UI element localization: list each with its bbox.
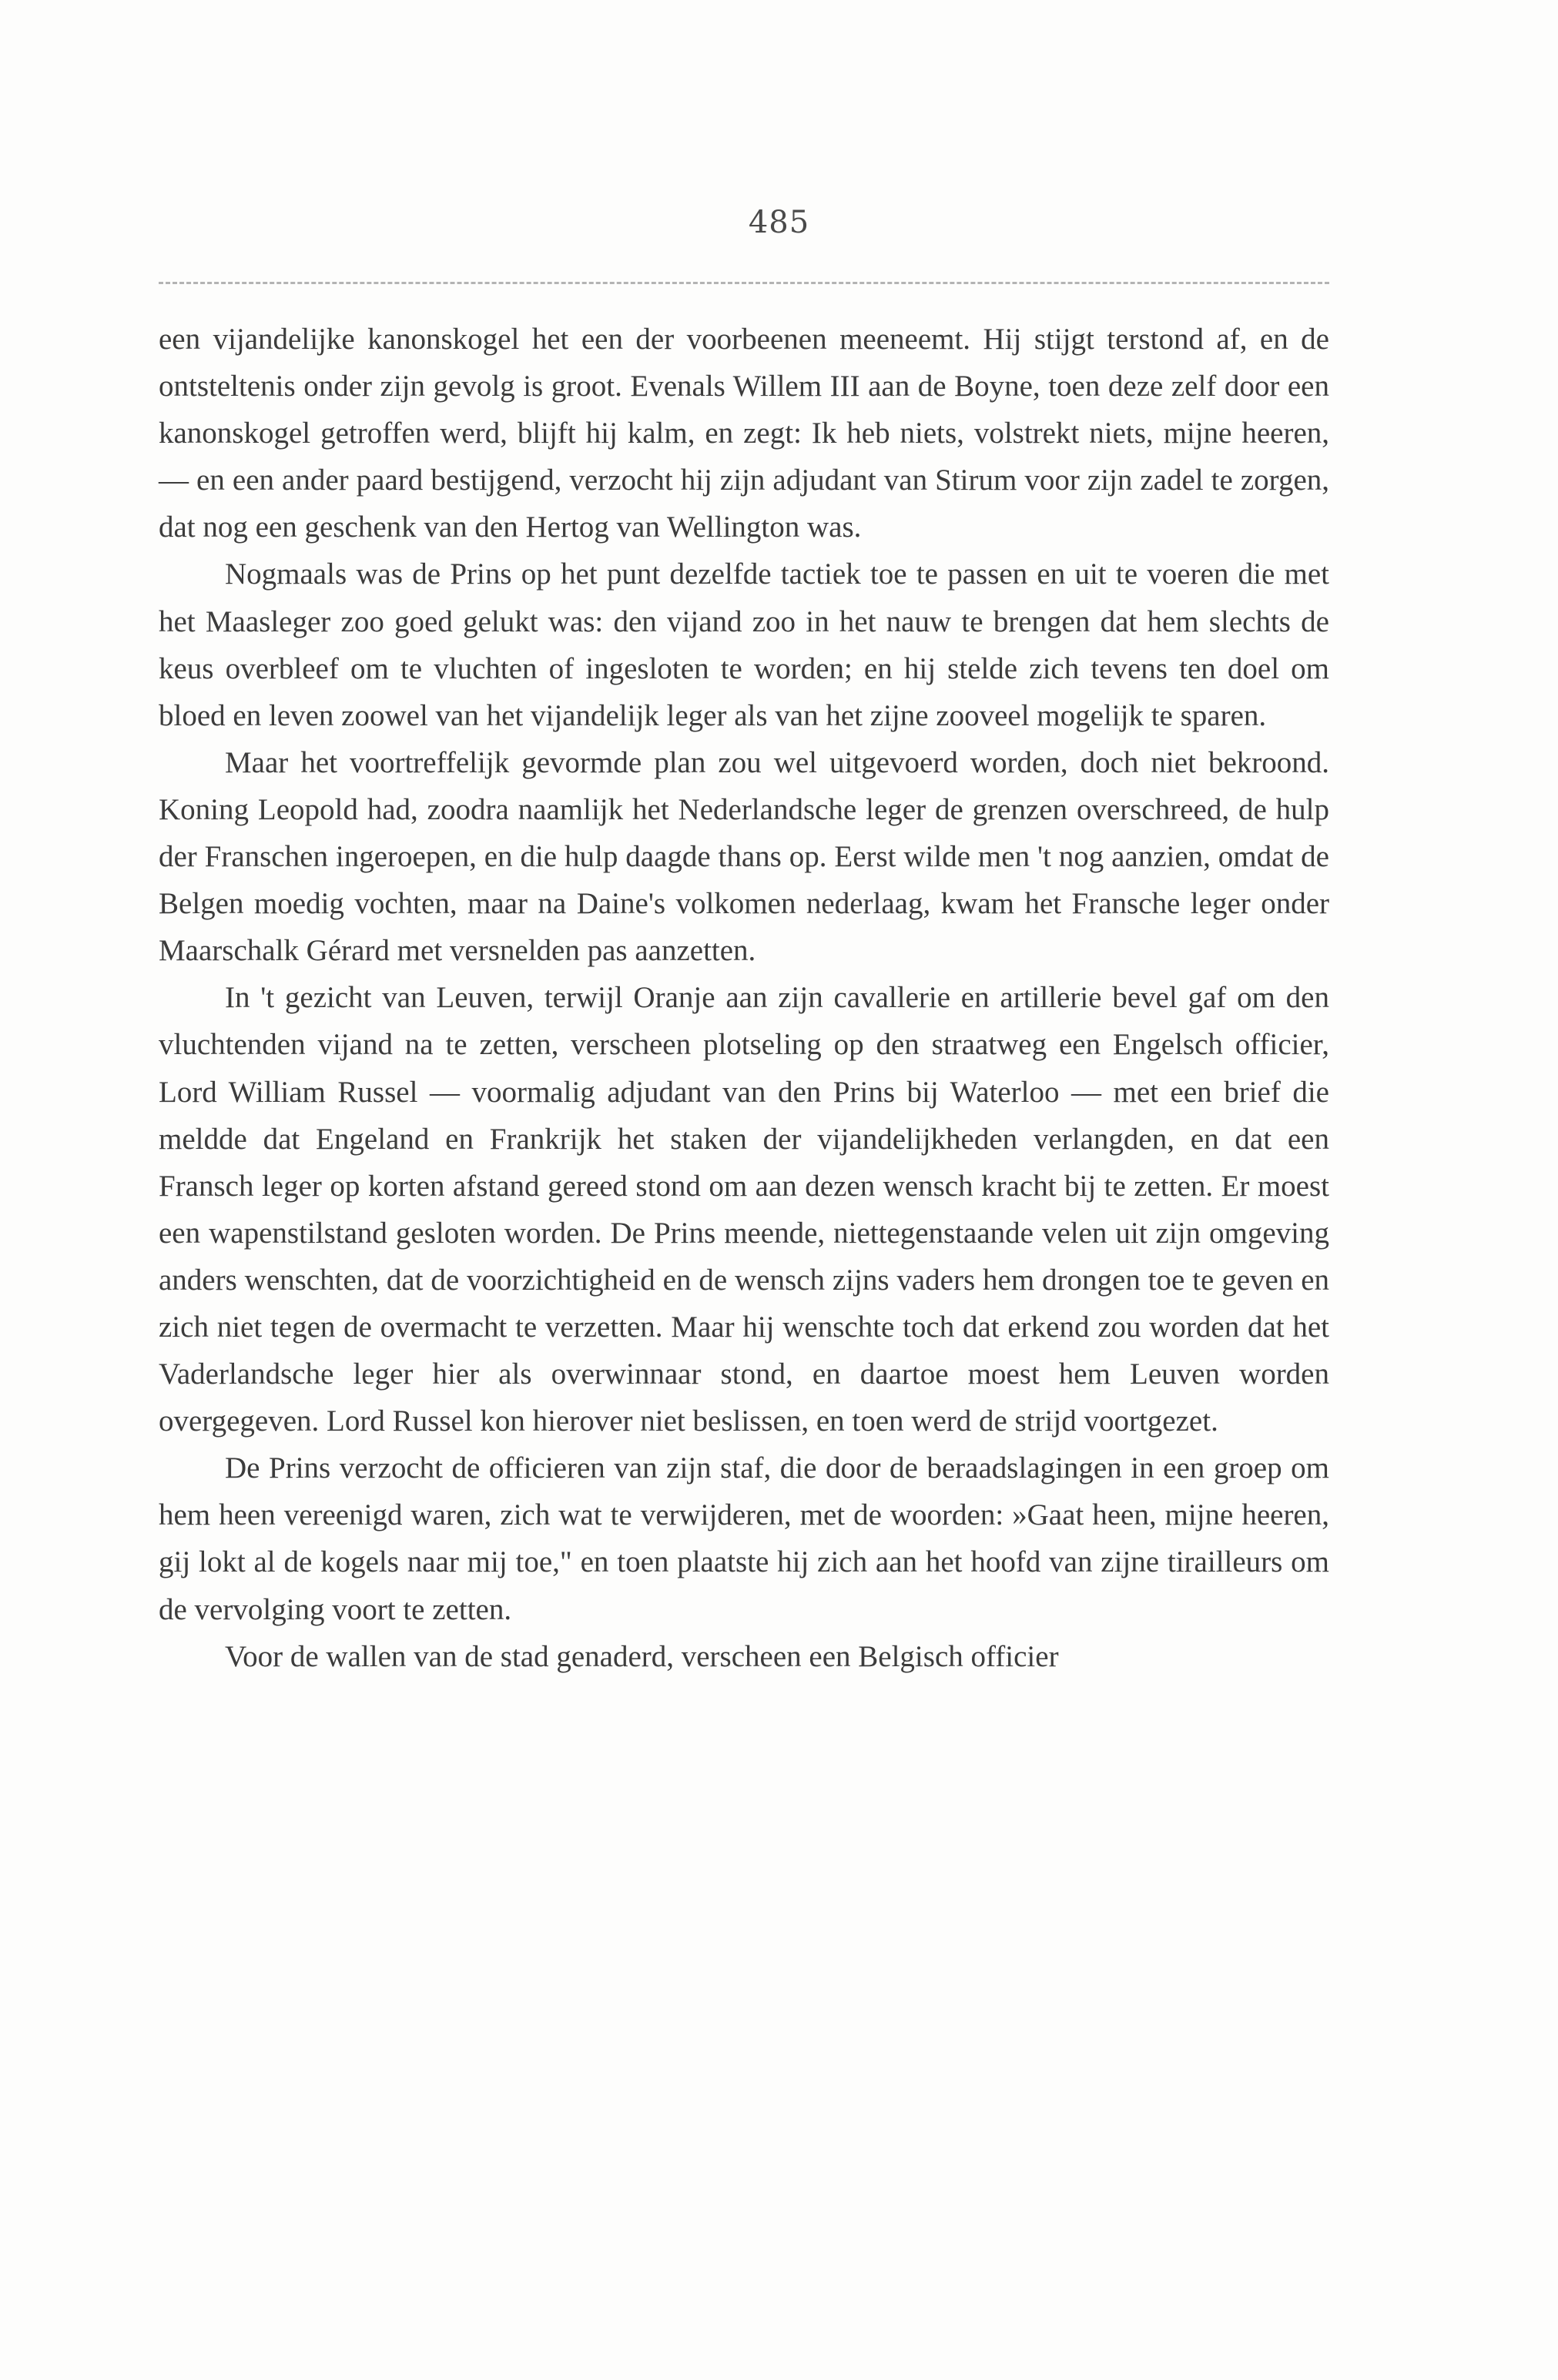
paragraph: In 't gezicht van Leuven, terwijl Oranje aan zijn cavallerie en artillerie bevel gaf om den vluchtenden vijand na te zetten, verscheen plotseling op den straatweg een Engelsch officier, Lord William Russel — voormalig adjudant van den Prins bij Waterloo — met een brief die meldde dat Engeland en Frankrijk het staken der vijandelijkheden verlangden, en dat een Fransch leger op korten afstand gereed stond om aan dezen wensch kracht bij te zetten. Er moest een wapenstilstand gesloten worden. De Prins meende, niettegenstaande velen uit zijn omgeving anders wenschten, dat de voorzichtigheid en de wensch zijns vaders hem drongen toe te geven en zich niet tegen de overmacht te verzetten. Maar hij wenschte toch dat erkend zou worden dat het Vaderlandsche leger hier als overwinnaar stond, en daartoe moest hem Leuven worden overgegeven. Lord Russel kon hierover niet beslissen, en toen werd de strijd voortgezet. (159, 981, 1329, 1438)
paragraph: Maar het voortreffelijk gevormde plan zou wel uitgevoerd worden, doch niet bekroond. Koning Leopold had, zoodra naamlijk het Nederlandsche leger de grenzen overschreed, de hulp der Franschen ingeroepen, en die hulp daagde thans op. Eerst wilde men 't nog aanzien, omdat de Belgen moedig vochten, maar na Daine's volkomen nederlaag, kwam het Fransche leger onder Maarschalk Gérard met versnelden pas aanzetten. (159, 745, 1329, 968)
page-number: 485 (748, 205, 810, 240)
paragraph: De Prins verzocht de officieren van zijn staf, die door de beraadslagingen in een groep om hem heen vereenigd waren, zich wat te verwijderen, met de woorden: »Gaat heen, mijne heeren, gij lokt al de kogels naar mij toe," en toen plaatste hij zich aan het hoofd van zijne tirailleurs om de vervolging voort te zetten. (159, 1451, 1329, 1626)
body-text (159, 316, 1329, 1680)
paragraph: Voor de wallen van de stad genaderd, verscheen een Belgisch officier (225, 1639, 1059, 1673)
header-rule (159, 282, 1329, 284)
paragraph: Nogmaals was de Prins op het punt dezelfde tactiek toe te passen en uit te voeren die met het Maasleger zoo goed gelukt was: den vijand zoo in het nauw te brengen dat hem slechts de keus overbleef om te vluchten of ingesloten te worden; en hij stelde zich tevens ten doel om bloed en leven zoowel van het vijandelijk leger als van het zijne zooveel mogelijk te sparen. (159, 557, 1329, 732)
paragraph-continuation: een vijandelijke kanonskogel het een der voorbeenen meeneemt. Hij stijgt terstond af, en de ontsteltenis onder zijn gevolg is groot. Evenals Willem III aan de Boyne, toen deze zelf door een kanonskogel getroffen werd, blijft hij kalm, en zegt: Ik heb niets, volstrekt niets, mijne heeren, — en een ander paard bestijgend, verzocht hij zijn adjudant van Stirum voor zijn zadel te zorgen, dat nog een geschenk van den Hertog van Wellington was. (159, 323, 1329, 544)
